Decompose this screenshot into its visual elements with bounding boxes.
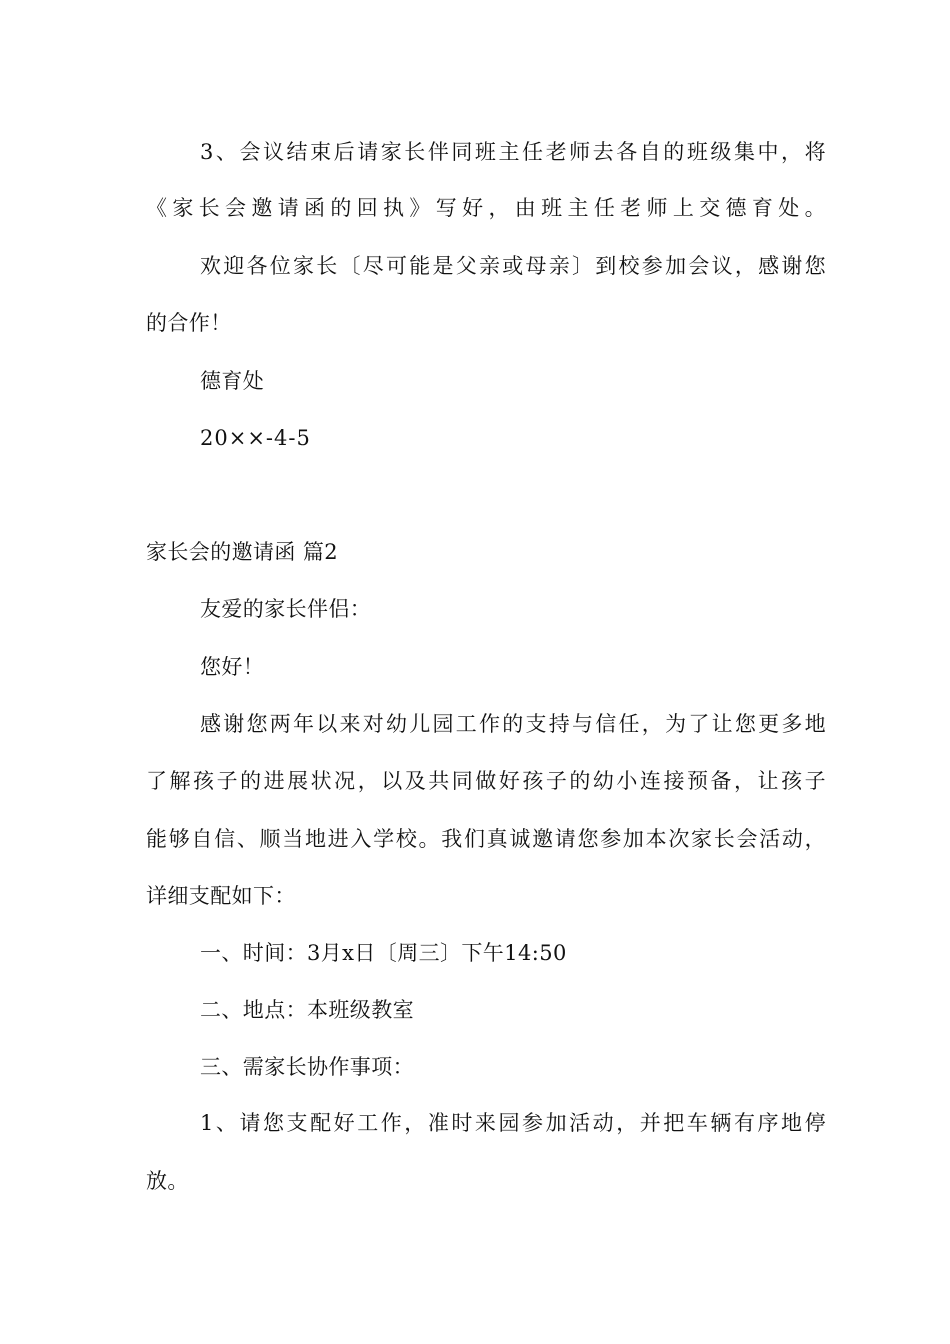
time-item: 一、时间：3月x日〔周三〕下午14:50 bbox=[200, 941, 567, 965]
matter1-text-line1: 1、请您支配好工作，准时来园参加活动，并把车辆有序地停 bbox=[200, 1111, 826, 1135]
item3-text-line1: 3、会议结束后请家长伴同班主任老师去各自的班级集中，将 bbox=[200, 140, 826, 164]
signature: 德育处 bbox=[200, 369, 265, 393]
matter1-text-line2: 放。 bbox=[146, 1169, 189, 1193]
matters-item: 三、需家长协作事项： bbox=[200, 1055, 414, 1079]
body-paragraph-line3: 能够自信、顺当地进入学校。我们真诚邀请您参加本次家长会活动， bbox=[146, 827, 826, 851]
greeting: 您好！ bbox=[200, 655, 265, 679]
date: 20××-4-5 bbox=[200, 426, 311, 450]
body-paragraph-line1: 感谢您两年以来对幼儿园工作的支持与信任，为了让您更多地 bbox=[200, 712, 826, 736]
welcome-text-line2: 的合作！ bbox=[146, 311, 232, 335]
place-item: 二、地点：本班级教室 bbox=[200, 998, 414, 1022]
section-heading: 家长会的邀请函 篇2 bbox=[146, 540, 339, 564]
welcome-text-line1: 欢迎各位家长〔尽可能是父亲或母亲〕到校参加会议，感谢您 bbox=[200, 254, 826, 278]
salutation: 友爱的家长伴侣： bbox=[200, 597, 372, 621]
body-paragraph-line4: 详细支配如下： bbox=[146, 884, 296, 908]
body-paragraph-line2: 了解孩子的进展状况，以及共同做好孩子的幼小连接预备，让孩子 bbox=[146, 769, 826, 793]
item3-text-line2: 《家长会邀请函的回执》写好，由班主任老师上交德育处。 bbox=[146, 196, 826, 220]
